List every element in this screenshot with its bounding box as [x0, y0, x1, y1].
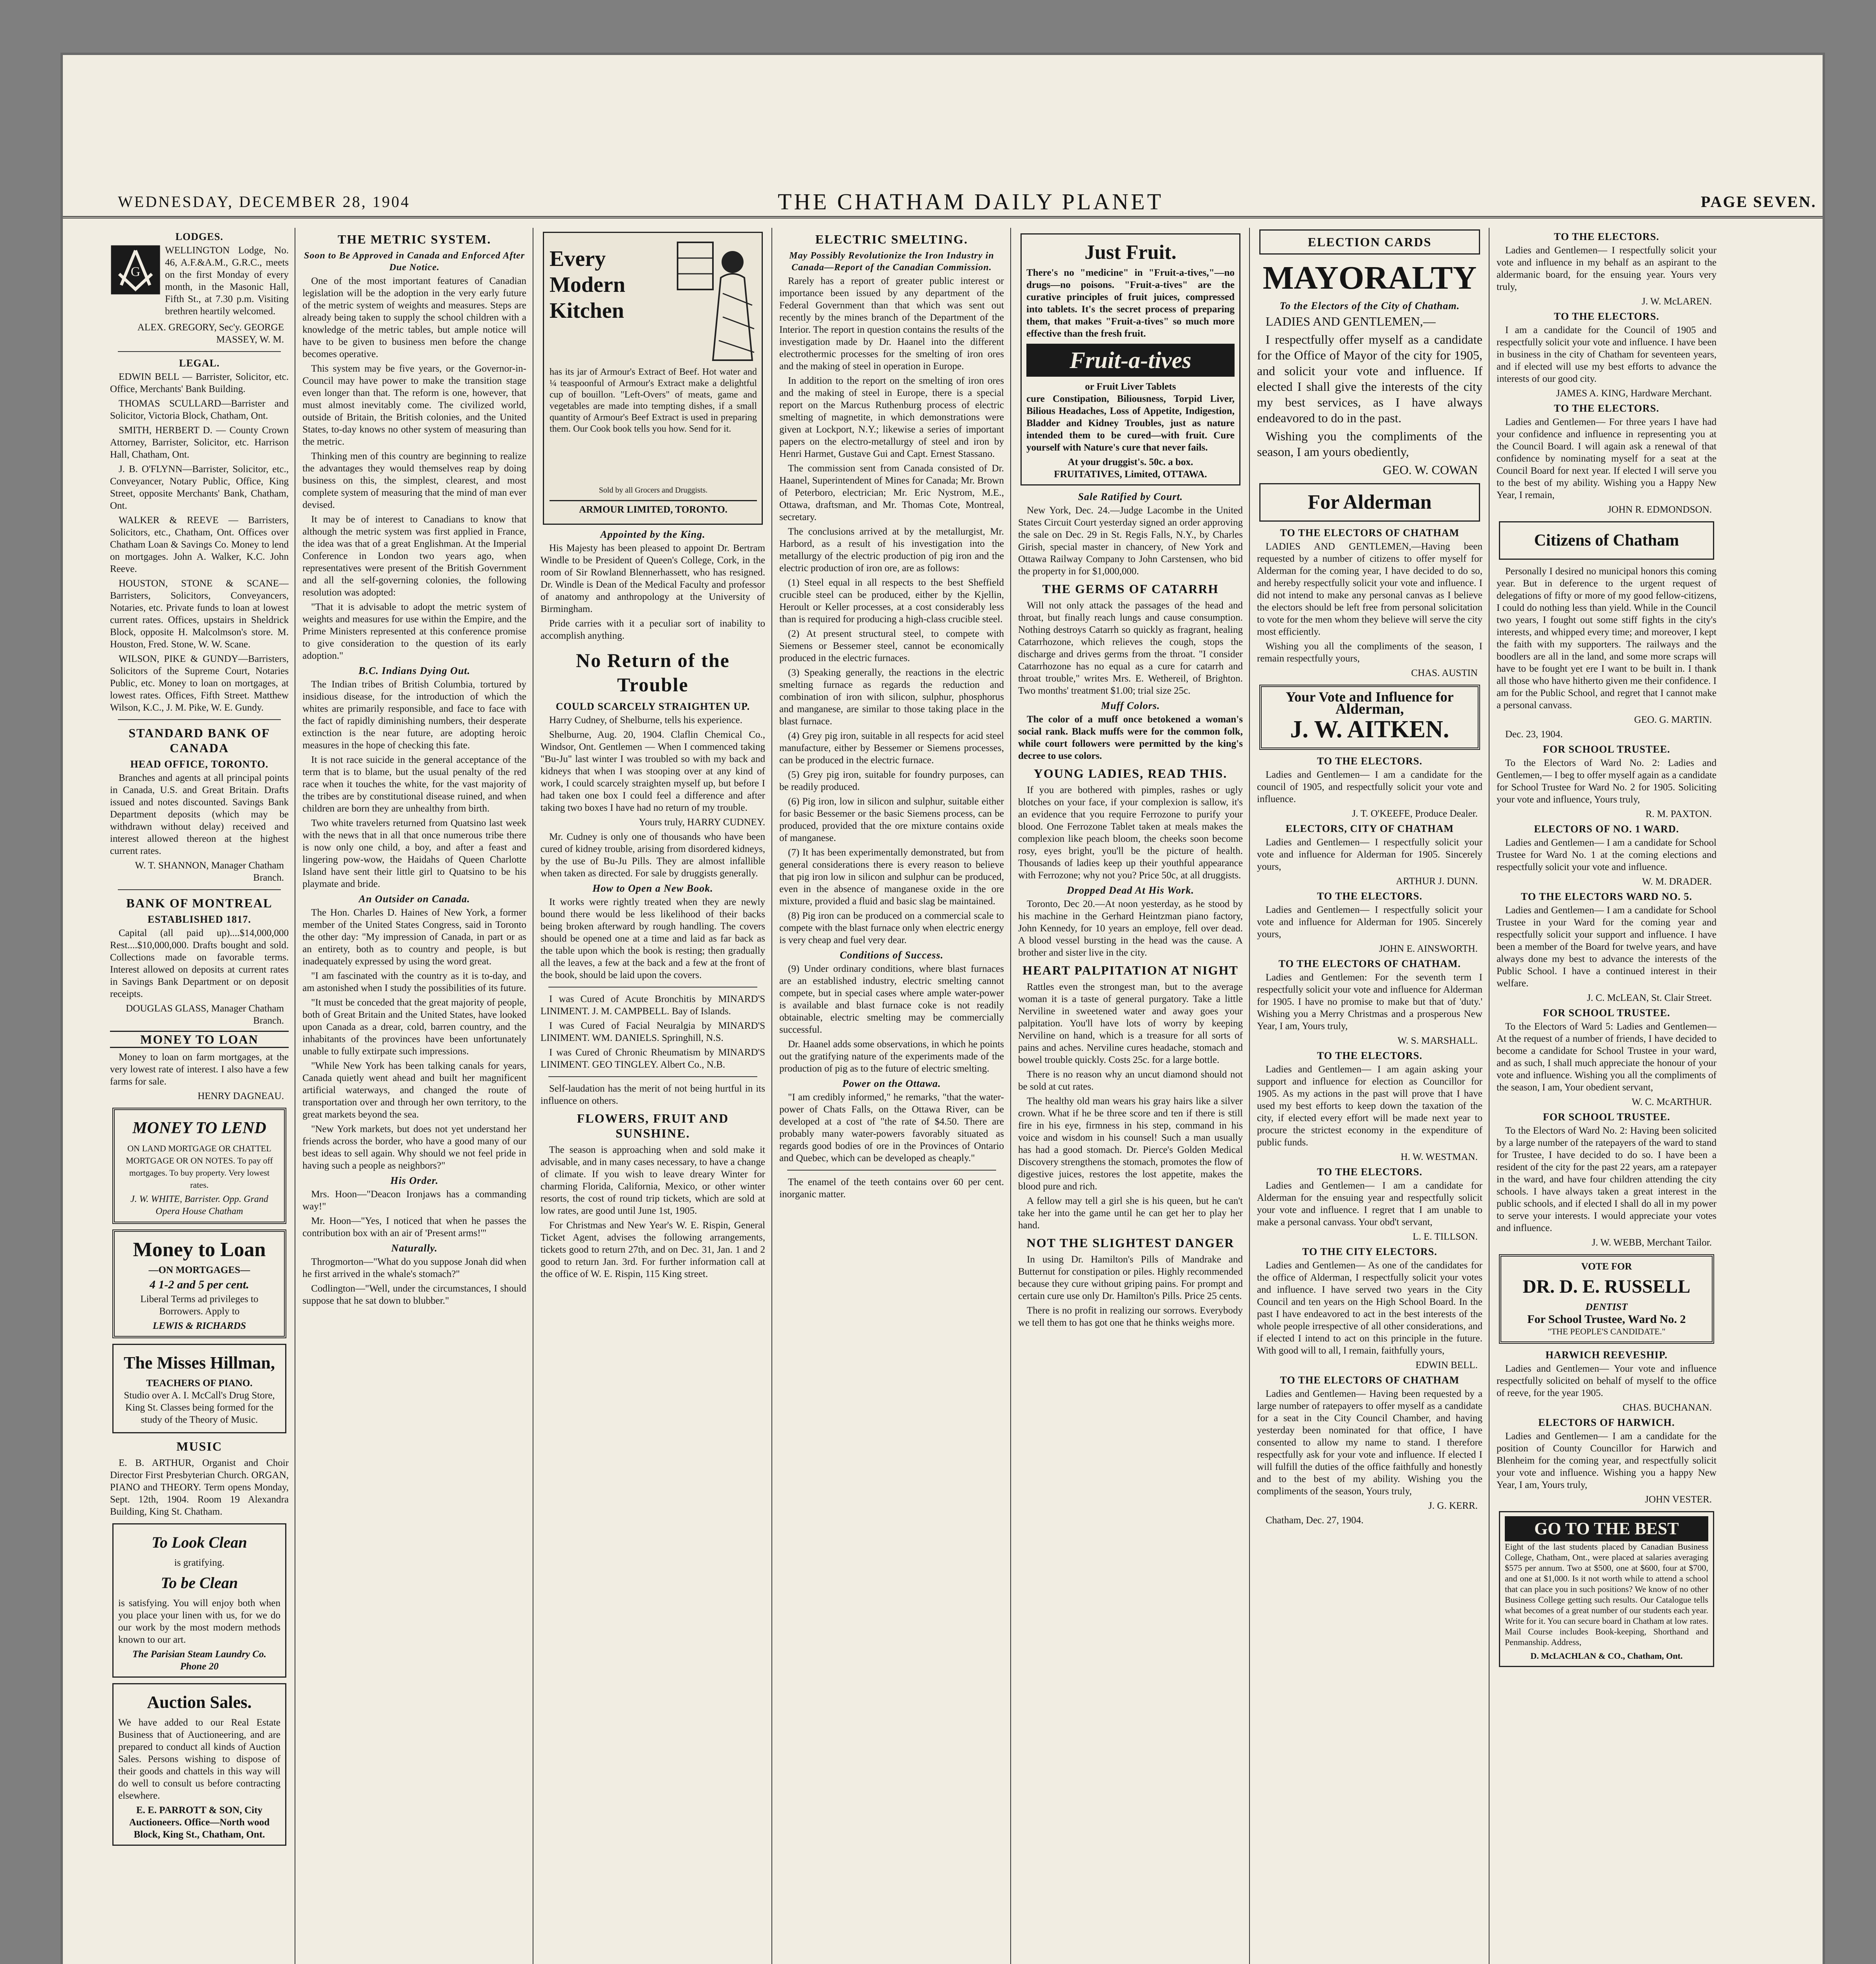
section-heading: ELECTION CARDS — [1308, 235, 1432, 249]
card-heading: J. W. AITKEN. — [1290, 716, 1449, 743]
ad-subheading: or Fruit Liver Tablets — [1085, 381, 1176, 392]
card-signature: JAMES A. KING, Hardware Merchant. — [1556, 388, 1712, 399]
legal-card: SMITH, HERBERT D. — County Crown Attorney, Barrister, Solicitor, etc. Harrison Hall, Chatham, Ont. — [110, 425, 289, 460]
armour-extract-ad — [543, 232, 763, 525]
money-signature: HENRY DAGNEAU. — [198, 1091, 284, 1101]
card-text: Personally I desired no municipal honors this coming year. But in deference to the urgent request of delegations of fifty or more of my good fellow-citizens, I could do nothing less than yield. While in the Council two years, I fought out some stiff fights in the city's interests, and whipped every time; and moreover, I kept the faith with my supporters. The railways and the boodlers are all in the land, and some more scraps will have to be fought yet ere I want to be built in. I thank all those who have hitherto given me their confidence. I am for the Public School, and regret that I cannot make a personal canvass. — [1497, 566, 1717, 711]
divider — [118, 719, 281, 720]
legal-card: WILSON, PIKE & GUNDY—Barristers, Solicitors of the Supreme Court, Notaries Public, etc. Money to loan on mortgages, at lowest rates. Offices, Fifth Street. Matthew Wilson, K.C., J. M. Pike, W. E. Gundy. — [110, 654, 289, 713]
article-paragraph: The conclusions arrived at by the metallurgist, Mr. Harbord, as a result of his investigation into the metallurgy of the electric production of pig iron and the electric production of iron ore, are as follows: — [779, 526, 1004, 573]
card-heading: ELECTORS, CITY OF CHATHAM — [1285, 823, 1454, 834]
column-metric-system — [302, 228, 526, 1964]
card-signature: L. E. TILLSON. — [1412, 1231, 1478, 1242]
card-text: To the Electors of Ward No. 2: Ladies and Gentlemen,— I beg to offer myself again as a candidate for School Trustee for Ward No. 2 for 1905. Soliciting your vote and influence, Yours truly, — [1497, 758, 1717, 805]
card-heading: Alderman, — [1335, 701, 1404, 717]
card-heading: Your Vote and Influence for — [1286, 689, 1454, 705]
article-paragraph: For Christmas and New Year's W. E. Rispin, General Ticket Agent, advises the following arrangements, tickets good to return 27th, and on Dec. 31, Jan. 1 and 2 good to return Jan. 3rd. For further information call at the office of W. E. Rispin, 115 King street. — [540, 1220, 765, 1279]
card-signature: H. W. WESTMAN. — [1400, 1152, 1478, 1162]
article-paragraph: There is no reason why an uncut diamond should not be sold at cut rates. — [1018, 1069, 1243, 1092]
article-subheadline: Power on the Ottawa. — [842, 1078, 941, 1089]
card-heading: FOR SCHOOL TRUSTEE. — [1543, 744, 1671, 755]
music-title: MUSIC — [176, 1439, 222, 1453]
card-text: Ladies and Gentlemen— I am a candidate for School Trustee for Ward No. 1 at the coming elections and respectfully solicit your vote and influence. — [1497, 837, 1717, 872]
music-text: E. B. ARTHUR, Organist and Choir Director First Presbyterian Church. ORGAN, PIANO and THEORY. Term opens Monday, Sept. 12th, 1904. Room 19 Alexandra Building, King St. Chatham. — [110, 1458, 289, 1517]
card-signature: J. T. O'KEEFE, Produce Dealer. — [1352, 808, 1478, 819]
ad-text: ON LAND MORTGAGE OR CHATTEL MORTGAGE OR ON NOTES. To pay off mortgages. To buy property. Very lowest rates. — [126, 1143, 273, 1190]
card-heading: ELECTORS OF NO. 1 WARD. — [1534, 823, 1679, 835]
testimonial: I was Cured of Chronic Rheumatism by MINARD'S LINIMENT. GEO TINGLEY. Albert Co., N.B. — [540, 1047, 765, 1070]
card-text: Wishing you all the compliments of the season, I remain respectfully yours, — [1257, 641, 1482, 664]
card-text: I respectfully offer myself as a candidate for the Office of Mayor of the city for 1905, and solicit your vote and influence. If elected I shall give the interests of the city my best services, as I have always endeavored to do in the past. — [1257, 332, 1482, 425]
card-text: I am a candidate for the Council of 1905 and respectfully solicit your vote and influence. I have been in business in the city of Chatham for seventeen years, and if elected will use my best efforts to advance the interests of our good city. — [1497, 325, 1717, 384]
ad-paragraph: Harry Cudney, of Shelburne, tells his experience. — [549, 715, 742, 726]
ad-price: At your druggist's. 50c. a box. — [1068, 457, 1193, 467]
column-rule — [1010, 228, 1011, 1964]
article-paragraph: Will not only attack the passages of the head and throat, but finally reach lungs and cause consumption. Nothing destroys Catarrh so quickly as fragrant, healing Catarrhozone, which relieves the cough, stops the discharge and drives germs from the throat. "I consider Catarrhozone has no equal as a cure for catarrh and throat trouble," writes Mrs. E. Wethereil, of Brighton. Two months' treatment $1.00; trial size 25c. — [1018, 600, 1243, 696]
card-subheading: "THE PEOPLE'S CANDIDATE." — [1548, 1326, 1665, 1336]
article-paragraph: The Indian tribes of British Columbia, tortured by insidious disease, for the introduction of which the whites are primarily responsible, and face to face with the fact of rapidly diminishing numbers, their desperate extinction is the near future, are adopting heroic measures in the hope of checking this fate. — [302, 679, 526, 751]
article-paragraph: Pride carries with it a peculiar sort of inability to accomplish anything. — [540, 618, 765, 641]
card-salutation: To the Electors of the City of Chatham. — [1279, 300, 1460, 311]
election-cards-banner — [1259, 229, 1480, 255]
ad-signature: E. E. PARROTT & SON, City Auctioneers. Office—North wood Block, King St., Chatham, Ont. — [129, 1805, 270, 1840]
article-subheadline: An Outsider on Canada. — [359, 893, 470, 905]
card-signature: EDWIN BELL. — [1415, 1360, 1478, 1370]
bank-text: Branches and agents at all principal points in Canada, U.S. and Great Britain. Drafts issued and notes discounted. Savings Bank Department deposits (which may be withdrawn without delay) received and interest allowed thereon at the highest current rates. — [110, 773, 289, 856]
money-title: MONEY TO LOAN — [110, 1031, 289, 1048]
article-paragraph: "New York markets, but does not yet understand her friends across the border, who have a good many of our best ideas to sell again. Why should we not feel pride in having such a people as neighbors?" — [302, 1124, 526, 1171]
card-heading: ELECTORS OF HARWICH. — [1538, 1417, 1675, 1428]
article-paragraph: A fellow may tell a girl she is his queen, but he can't take her into the game until he can get her to play her hand. — [1018, 1196, 1243, 1231]
ad-heading: Kitchen — [550, 299, 624, 323]
section-heading: LEGAL. — [179, 357, 220, 369]
card-text: Ladies and Gentlemen— I am a candidate for School Trustee in your Ward for the coming year and respectfully solicit your support and influence. I have been a member of the Board for twelve years, and have always done my best to advance the interests of the Public School. I have a continued interest in their welfare. — [1497, 905, 1717, 989]
article-headline: NOT THE SLIGHTEST DANGER — [1026, 1236, 1235, 1250]
card-signature: J. G. KERR. — [1428, 1500, 1478, 1511]
ad-rate: 4 1-2 and 5 per cent. — [149, 1278, 249, 1291]
ad-text: has its jar of Armour's Extract of Beef. Hot water and ¼ teaspoonful of Armour's Extract make a delightful cup of bouillon. "Left-Overs" of meats, game and vegetables are made into tempting dishes, if a small quantity of Armour's Beef Extract is used in preparing them. Our Cook book tells you how. Send for it. — [550, 367, 757, 434]
article-paragraph: Dr. Haanel adds some observations, in which he points out the gratifying nature of the experiments made of the production of pig as to the future of electric smelting. — [779, 1039, 1004, 1074]
card-signature: JOHN VESTER. — [1645, 1494, 1712, 1505]
column-rule — [1249, 228, 1250, 1964]
legal-card: WALKER & REEVE — Barristers, Solicitors, etc., Chatham, Ont. Offices over Chatham Loan & Savings Co. Money to lend on mortgages. John A. Walker, K.C. John Reeve. — [110, 515, 289, 574]
issue-date: WEDNESDAY, DECEMBER 28, 1904 — [118, 193, 410, 211]
article-paragraph: (5) Grey pig iron, suitable for foundry purposes, can be readily produced. — [779, 769, 1004, 792]
testimonial: I was Cured of Facial Neuralgia by MINARD'S LINIMENT. WM. DANIELS. Springhill, N.S. — [540, 1020, 765, 1043]
card-text: Ladies and Gentlemen— Your vote and influence respectfully solicited on behalf of myself to the office of reeve, for the year 1905. — [1497, 1363, 1717, 1398]
legal-card: HOUSTON, STONE & SCANE—Barristers, Solicitors, Conveyancers, Notaries, etc. Private funds to loan at lowest current rates. Offices, upstairs in Sheldrick Block, opposite H. Malcolmson's store. M. Houston, Fred. Stone, W. W. Scane. — [110, 578, 289, 650]
article-paragraph: (1) Steel equal in all respects to the best Sheffield crucible steel can be produced, either by the Kjellin, Heroult or Keller processes, at a cost considerably less than is required for producing a high-class crucible steel. — [779, 577, 1004, 625]
card-signature: JOHN R. EDMONDSON. — [1607, 504, 1712, 515]
article-paragraph: It works were rightly treated when they are newly bound there would be less likelihood of their backs being broken afterward by rough handling. The covers should be opened one at a time and laid as far back as the table upon which the book is resting; then gradually all the leaves, a few at the back and a few at the front of the book, should be laid upon the covers. — [540, 897, 765, 980]
ad-paragraph: Yours truly, HARRY CUDNEY. — [639, 817, 765, 828]
divider — [787, 1170, 996, 1171]
card-text: Ladies and Gentlemen— I respectfully solicit your vote and influence for Alderman for 1905. Sincerely yours, — [1257, 905, 1482, 940]
card-subheading: DENTIST — [1585, 1302, 1628, 1312]
article-paragraph: (6) Pig iron, low in silicon and sulphur, suitable either for basic Bessemer or the basic Siemens process, can be produced, provided that the ore mixture contains oxide of manganese. — [779, 796, 1004, 843]
newspaper-page — [63, 55, 1823, 1964]
article-paragraph: "While New York has been talking canals for years, Canada quietly went ahead and built her magnificent artificial waterways, and changed the route of transportation over and through her own territory, to the great markets beyond the sea. — [302, 1061, 526, 1120]
article-paragraph: The commission sent from Canada consisted of Dr. Haanel, Superintendent of Mines for Canada; Mr. Brown of Peterboro, electrician; Mr. Eric Nystrom, M.E., Ottawa, draftsman, and Mr. Thomas Cote, Montreal, secretary. — [779, 463, 1004, 522]
card-text: To the Electors of Ward 5: Ladies and Gentlemen— At the request of a number of friends, I have decided to become a candidate for School Trustee in your ward, and as such, I shall much appreciate the honour of your vote and influence. Wishing you all the compliments of the season, I am, Your obedient servant, — [1497, 1021, 1717, 1093]
ad-text: We have added to our Real Estate Business that of Auctioneering, and are prepared to conduct all kinds of Auction Sales. Persons wishing to dispose of their goods and chattels in this way will do well to consult us before contracting elsewhere. — [118, 1717, 280, 1801]
card-text: Ladies and Gentlemen— I am again asking your support and influence for election as Councillor for 1905. As my actions in the past will prove that I have used my best efforts to keep down the taxation of the city, if elected every effort will be made next year to procure the strictest economy in the expenditure of public funds. — [1257, 1064, 1482, 1148]
columns — [110, 228, 1783, 1964]
card-signature: CHAS. AUSTIN — [1411, 668, 1478, 678]
ad-signature: J. W. WHITE, Barrister. Opp. Grand Opera House Chatham — [130, 1194, 269, 1217]
column-armour-ad — [540, 228, 765, 1964]
card-heading: FOR SCHOOL TRUSTEE. — [1543, 1007, 1671, 1019]
card-text: Ladies and Gentlemen— I am a candidate for the position of County Councillor for Harwich and Blenheim for the coming year, and respectfully solicit your vote and influence. Wishing you a happy New Year, I am, Yours truly, — [1497, 1431, 1717, 1490]
article-paragraph: Codlington—"Well, under the circumstances, I should suppose that he sat down to blubber." — [302, 1283, 526, 1306]
ad-text: Studio over A. I. McCall's Drug Store, King St. Classes being formed for the study of the Theory of Music. — [124, 1390, 275, 1425]
article-paragraph: Two white travelers returned from Quatsino last week with the news that in all that once numerous tribe there is now only one child, a boy, and after a feast and lingering pow-wow, the Haidahs of Queen Charlotte Island have sent their little girl to Quatsino to be his playmate and bride. — [302, 818, 526, 889]
card-signature: R. M. PAXTON. — [1645, 809, 1712, 819]
card-signature: JOHN E. AINSWORTH. — [1379, 944, 1478, 954]
card-text: Wishing you the compliments of the season, I am yours obediently, — [1257, 429, 1482, 459]
lodge-card — [110, 244, 289, 320]
card-heading: HARWICH REEVESHIP. — [1545, 1349, 1668, 1361]
article-paragraph: Mrs. Hoon—"Deacon Ironjaws has a commanding way!" — [302, 1189, 526, 1212]
dateline: Dec. 23, 1904. — [1505, 729, 1563, 740]
card-heading: TO THE ELECTORS. — [1554, 311, 1660, 322]
article-paragraph: Throgmorton—"What do you suppose Jonah did when he first arrived in the whale's stomach?" — [302, 1257, 526, 1279]
article-paragraph: Rattles even the strongest man, but to the average woman it is a taste of general purgatory. Take a little Nerviline in sweetened water and away goes your palpitation. You'll have lots of worry by keeping Nerviline on hand, which is a treasure for all sorts of pains and aches. Nerviline cures headache, stomach and bowel trouble quickly. Costs 25c. for a large bottle. — [1018, 982, 1243, 1065]
card-heading: TO THE ELECTORS WARD NO. 5. — [1521, 891, 1693, 902]
bank-title: STANDARD BANK OF CANADA — [128, 726, 270, 755]
article-paragraph: This system may be five years, or the Governor-in-Council may have power to make the transition stage even longer than that. The reform is one, however, that must almost inevitably come. The civilized world, outside of Britain, the British colonies, and the United States, to-day knows no other system of measuring than the metric. — [302, 363, 526, 447]
card-heading: TO THE ELECTORS. — [1317, 1050, 1423, 1061]
bank-signature: W. T. SHANNON, Manager Chatham Branch. — [135, 860, 284, 883]
article-paragraph: Toronto, Dec 20.—At noon yesterday, as he stood by his machine in the Gerhard Heintzman piano factory, John Kennedy, for 10 years an employe, fell over dead. A blood vessel bursting in the head was the cause. A brother and sister live in the city. — [1018, 899, 1243, 958]
ad-text: Liberal Terms ad privileges to Borrowers. Apply to — [140, 1294, 258, 1317]
card-text: To the Electors of Ward No. 2: Having been solicited by a large number of the ratepayers of the ward to stand for Trustee, I have decided to do so. I have been a resident of the city for the past 22 years, am a ratepayer in the ward, and have four children attending the city schools. I have always taken a great interest in the public schools, and if elected I shall do all in my power to serve your interests. I would appreciate your votes and influence. — [1497, 1125, 1717, 1233]
citizens-card — [1499, 521, 1714, 560]
card-heading: TO THE ELECTORS OF CHATHAM — [1280, 527, 1460, 539]
ad-subheading: TEACHERS OF PIANO. — [146, 1378, 253, 1389]
article-subheadline: Sale Ratified by Court. — [1078, 491, 1183, 502]
column-election-cards — [1257, 228, 1482, 1964]
card-heading: TO THE ELECTORS. — [1317, 1166, 1423, 1178]
fruitatives-ad — [1020, 233, 1240, 486]
article-paragraph: Mr. Hoon—"Yes, I noticed that when he passes the contribution box with an air of 'Present arms!'" — [302, 1216, 526, 1238]
card-signature: GEO. G. MARTIN. — [1634, 715, 1712, 725]
article-subheadline: Dropped Dead At His Work. — [1066, 885, 1194, 896]
money-to-loan-ad — [112, 1229, 286, 1338]
article-paragraph: "I am credibly informed," he remarks, "that the water-power of Chats Falls, on the Ottawa River, can be developed at a cost of "the rate of $4.50. There are probably many water-powers favorably situated as regards good bodies of ore in the Provinces of Ontario and Quebec, which can be developed as cheaply." — [779, 1092, 1004, 1163]
card-text: LADIES AND GENTLEMEN,—Having been requested by a number of citizens to offer myself for Alderman for the coming year, I have decided to do so, and hereby respectfully solicit your vote and influence. I did not intend to make any personal canvas as I believe the electors should be left free from personal solicitation to vote for the men whom they believe will serve the city most efficiently. — [1257, 541, 1482, 637]
article-subheadline: Soon to Be Approved in Canada and Enforced After Due Notice. — [304, 251, 525, 273]
laundry-ad — [112, 1523, 286, 1678]
article-paragraph: The enamel of the teeth contains over 60 per cent. inorganic matter. — [779, 1177, 1004, 1200]
article-paragraph: "I am fascinated with the country as it is to-day, and am astonished when I study the possibilities of its future. — [302, 971, 526, 993]
masthead — [63, 149, 1823, 218]
ad-signature: FRUITATIVES, Limited, OTTAWA. — [1054, 469, 1207, 480]
card-signature: J. C. McLEAN, St. Clair Street. — [1587, 993, 1712, 1003]
article-headline: HEART PALPITATION AT NIGHT — [1022, 963, 1238, 977]
article-subheadline: Appointed by the King. — [600, 529, 705, 540]
article-paragraph: (8) Pig iron can be produced on a commercial scale to compete with the blast furnace only when electric energy is very cheap and fuel very dear. — [779, 911, 1004, 945]
card-heading: FOR SCHOOL TRUSTEE. — [1543, 1111, 1671, 1123]
business-college-ad — [1499, 1511, 1714, 1667]
ad-heading: MONEY TO LEND — [132, 1119, 266, 1137]
page-number: PAGE SEVEN. — [1701, 193, 1817, 211]
card-heading: TO THE ELECTORS OF CHATHAM. — [1278, 958, 1461, 969]
column-rule — [771, 228, 772, 1964]
section-heading: LODGES. — [175, 231, 224, 242]
money-text: Money to loan on farm mortgages, at the very lowest rate of interest. I also have a few farms for sale. — [110, 1052, 289, 1087]
ad-signature: LEWIS & RICHARDS — [152, 1321, 246, 1331]
ad-heading: Just Fruit. — [1085, 241, 1176, 264]
card-subheading: For School Trustee, Ward No. 2 — [1527, 1313, 1686, 1326]
ad-paragraph: Mr. Cudney is only one of thousands who have been cured of kidney trouble, arising from disordered kidneys, by the use of Bu-Ju Pills. They are almost infallible when taken as directed. For sale by druggists generally. — [540, 832, 765, 879]
ad-signature: The Parisian Steam Laundry Co. Phone 20 — [132, 1649, 266, 1672]
article-paragraph: Self-laudation has the merit of not being hurtful in its influence on others. — [540, 1083, 765, 1106]
card-greeting: LADIES AND GENTLEMEN,— — [1266, 314, 1436, 328]
article-paragraph: "It must be conceded that the great majority of people, both of Great Britain and the United States, have looked upon Canada as a drear, cold, barren country, and the inhabitants of the provinces have been unfortunately unable to fully extirpate such impressions. — [302, 997, 526, 1057]
card-text: Ladies and Gentlemen— I am a candidate for Alderman for the ensuing year and respectfully solicit your vote and influence. I regret that I am unable to make a personal canvass. Your obd't servant, — [1257, 1180, 1482, 1228]
card-signature: W. C. McARTHUR. — [1632, 1097, 1712, 1107]
card-signature: GEO. W. COWAN — [1383, 463, 1478, 477]
card-signature: J. W. McLAREN. — [1642, 296, 1712, 307]
hillman-ad — [112, 1344, 286, 1433]
article-paragraph: Rarely has a report of greater public interest or importance been issued by any department of the Federal Government than that which was sent out recently by the mines branch of the Department of the Interior. The report in question contains the results of the investigation made by Dr. Haanel into the different electrothermic processes for the smelting of iron ores and the making of steel in operation in Europe. — [779, 276, 1004, 372]
article-subheadline: His Order. — [390, 1175, 439, 1186]
bank-title: BANK OF MONTREAL — [126, 896, 273, 910]
card-heading: TO THE ELECTORS. — [1554, 403, 1660, 414]
ad-subheading: —ON MORTGAGES— — [148, 1265, 250, 1275]
article-headline: THE METRIC SYSTEM. — [337, 232, 491, 246]
kitchen-woman-illustration-icon — [674, 238, 760, 364]
card-signature: W. M. DRADER. — [1642, 876, 1712, 887]
article-paragraph: The healthy old man wears his gray hairs like a silver crown. What if he be three score and ten if there is still fire in his eye, firmness in his step, command in his voice and wisdom in his counsel! Such a man usually has had a good stomach. Dr. Pierce's Golden Medical Discovery strengthens the stomach, promotes the flow of digestive juices, restores the lost appetite, makes the blood pure and rich. — [1018, 1096, 1243, 1192]
card-heading: TO THE ELECTORS. — [1317, 890, 1423, 902]
article-paragraph: (7) It has been experimentally demonstrated, but from general considerations there is every reason to believe that pig iron low in silicon and sulphur can be produced, even in the absence of manganese oxide in the ore mixture, provided a fluid and basic slag be maintained. — [779, 847, 1004, 907]
card-text: Ladies and Gentlemen— I respectfully solicit your vote and influence in my behalf as an aspirant to the aldermanic board, for the ensuing year. Yours very truly, — [1497, 245, 1717, 292]
article-paragraph: If you are bothered with pimples, rashes or ugly blotches on your face, if your complexion is sallow, it's an evidence that you require Ferrozone to purify your blood. One Ferrozone Tablet taken at meals makes the complexion like peach bloom, the cheeks soon become rosy, eyes bright, you'll be the picture of health. Thousands of ladies keep up their youthful appearance with Ferrozone; why not you? Price 50c, at all druggists. — [1018, 785, 1243, 881]
legal-card: J. B. O'FLYNN—Barrister, Solicitor, etc., Conveyancer, Notary Public, Office, King Street, opposite Merchants' Bank, Chatham, Ont. — [110, 464, 289, 511]
card-text: Ladies and Gentlemen— I am a candidate for the council of 1905, and respectfully solicit your vote and influence. — [1257, 769, 1482, 804]
article-subheadline: Naturally. — [391, 1242, 438, 1254]
ad-heading: GO TO THE BEST — [1505, 1516, 1708, 1541]
bank-signature: DOUGLAS GLASS, Manager Chatham Branch. — [126, 1003, 284, 1026]
card-heading: TO THE ELECTORS OF CHATHAM — [1280, 1374, 1460, 1386]
bank-subtitle: ESTABLISHED 1817. — [147, 914, 251, 925]
ad-heading: Auction Sales. — [147, 1693, 252, 1712]
article-headline: THE GERMS OF CATARRH — [1042, 582, 1219, 596]
ad-text: There's no "medicine" in "Fruit-a-tives,"—no drugs—no poisons. "Fruit-a-tives" are the curative principles of fruit juices, compressed into tablets. It's the secret process of preparing them, that makes "Fruit-a-tives" so much more effective than the fresh fruit. — [1026, 267, 1235, 339]
ad-signature: ARMOUR LIMITED, TORONTO. — [550, 500, 757, 516]
article-paragraph: (3) Speaking generally, the reactions in the electric smelting furnace as regards the reduction and combination of iron with silicon, sulphur, phosphorus and manganese, are similar to those taking place in the blast furnace. — [779, 667, 1004, 727]
article-subheadline: May Possibly Revolutionize the Iron Industry in Canada—Report of the Canadian Commission. — [789, 251, 994, 273]
ad-heading: To Look Clean — [152, 1533, 247, 1551]
lodge-signature: ALEX. GREGORY, Sec'y. GEORGE MASSEY, W. M. — [137, 322, 284, 345]
article-paragraph: The color of a muff once betokened a woman's social rank. Black muffs were for the common folk, while court followers were permitted by the king's decree to use colors. — [1018, 714, 1243, 761]
auction-ad — [112, 1683, 286, 1846]
mayoralty-card — [1257, 313, 1482, 478]
ad-text: Eight of the last students placed by Canadian Business College, Chatham, Ont., were placed at salaries averaging $575 per annum. Two at $500, one at $600, four at $700, and one at $1,000. Is it not worth while to attend a school that can place you in such positions? We know of no other Business College getting such results. Our Catalogue tells what becomes of a great number of our students each year. Write for it. You can secure board in Chatham at low rates. Mail Course includes Book-keeping, Shorthand and Penmanship. Address, — [1505, 1542, 1708, 1647]
card-signature: W. S. MARSHALL. — [1398, 1035, 1478, 1046]
article-subheadline: How to Open a New Book. — [592, 883, 713, 894]
divider — [118, 889, 281, 890]
card-signature: J. W. WEBB, Merchant Tailor. — [1592, 1237, 1712, 1248]
article-paragraph: In addition to the report on the smelting of iron ores and the making of steel in Europe, there is a special report on the Marcus Ruthenburg process of electric smelting of magnetite, in which demonstrations were given at Lockport, N.Y.; likewise a series of important papers on the electro-metallurgy of steel and iron by Henri Harmet, Gustave Gui and Capt. Ernest Stassano. — [779, 376, 1004, 459]
card-text: Ladies and Gentlemen: For the seventh term I respectfully solicit your vote and influence for Alderman for 1905. I have no promise to make but that of 'duty.' Wishing you a Merry Christmas and a prosperous New Year, I am, Yours truly, — [1257, 972, 1482, 1031]
article-subheadline: Muff Colors. — [1101, 700, 1160, 711]
mayoralty-heading: MAYORALTY — [1262, 260, 1477, 296]
article-paragraph: New York, Dec. 24.—Judge Lacombe in the United States Circuit Court yesterday signed an order approving the sale on Dec. 29 in St. Regis Falls, N.Y., by Charles Girish, special master in chancery, of New York and Ottawa Railway Company to John Carstensen, who bid the property in for $1,000,000. — [1018, 505, 1243, 577]
article-paragraph: It is not race suicide in the general acceptance of the term that is to blame, but the usual penalty of the red race when it touches the white, for the vast majority of the tribes are by constitutional disease ruined, and when children are born they are unhealthy from birth. — [302, 755, 526, 814]
article-paragraph: The season is approaching when and sold make it advisable, and in many cases necessary, to have a change of climate. If you wish to leave dreary Winter for charming Florida, California, Mexico, or other winter resorts, the cost of round trip tickets, which are sold at low rates, are good until June 1st, 1905. — [540, 1145, 765, 1216]
legal-card: EDWIN BELL — Barrister, Solicitor, etc. Office, Merchants' Bank Building. — [110, 372, 289, 394]
article-paragraph: His Majesty has been pleased to appoint Dr. Bertram Windle to be President of Queen's College, Cork, in the room of Sir Rowland Blennerhassett, who has resigned. Dr. Windle is Dean of the Medical Faculty and professor of anatomy and anthropology at the University of Birmingham. — [540, 543, 765, 614]
article-paragraph: It may be of interest to Canadians to know that although the metric system was first applied in France, the idea was that of a great Englishman. At the Imperial Conference in London two years ago, when representatives were present of the British Government and all the self-governing colonies, the following resolution was adopted: — [302, 514, 526, 598]
article-paragraph: "That it is advisable to adopt the metric system of weights and measures for use within the Empire, and the Prime Ministers represented at this conference promise to give consideration to the question of its early adoption." — [302, 602, 526, 661]
card-heading: DR. D. E. RUSSELL — [1522, 1276, 1691, 1297]
card-signature: ARTHUR J. DUNN. — [1396, 876, 1478, 887]
divider — [118, 351, 281, 352]
card-signature: CHAS. BUCHANAN. — [1622, 1402, 1712, 1413]
brand-logo: Fruit-a-tives — [1026, 344, 1235, 377]
article-paragraph: One of the most important features of Canadian legislation will be the adoption in the very early future of the metric system of weights and measures. Steps are already being taken to supply the school children with a knowledge of the metric tables, but ample notice will have to be given to business men before the change becomes operative. — [302, 276, 526, 359]
card-heading: VOTE FOR — [1581, 1261, 1632, 1272]
divider — [548, 1076, 757, 1077]
article-subheadline: Conditions of Success. — [840, 949, 943, 961]
ad-heading: Money to Loan — [133, 1238, 266, 1261]
article-paragraph: (9) Under ordinary conditions, where blast furnaces are an established industry, electric smelting cannot compete, but in special cases where ample water-power is available and blast furnace coke is not readily obtainable, electric smelting may be commercially successful. — [779, 964, 1004, 1035]
ad-text: cure Constipation, Biliousness, Torpid Liver, Bilious Headaches, Loss of Appetite, Indigestion, Bladder and Kidney Troubles, just as nature intended them to be cured—with fruit. Cure yourself with Nature's cure that never fails. — [1026, 394, 1235, 453]
card-heading: TO THE ELECTORS. — [1317, 755, 1423, 767]
article-headline: FLOWERS, FRUIT AND SUNSHINE. — [577, 1111, 729, 1140]
card-text: Ladies and Gentlemen— As one of the candidates for the office of Alderman, I respectfully solicit your votes and influence. I have served two years in the City Council and ten years on the High School Board. In the past I have endeavored to act in the best interests of the whole people irrespective of all other considerations, and if elected I intend to act on this principle in the future. With good will to all, I remain, faithfully yours, — [1257, 1260, 1482, 1356]
article-paragraph: (2) At present structural steel, to compete with Siemens or Bessemer steel, cannot be economically produced in the electric furnaces. — [779, 628, 1004, 663]
svg-text:G: G — [130, 264, 141, 279]
ad-heading: Every — [550, 247, 606, 271]
ad-heading: Modern — [550, 273, 625, 297]
lodge-text: WELLINGTON Lodge, No. 46, A.F.&A.M., G.R.C., meets on the first Monday of every month, in the Masonic Hall, Fifth St., at 7.30 p.m. Visiting brethren heartily welcomed. — [165, 245, 289, 317]
russell-card — [1499, 1254, 1714, 1344]
column-electric-smelting — [779, 228, 1004, 1964]
ad-text: is satisfying. You will enjoy both when you place your linen with us, for we do our work by the most modern methods known to our art. — [118, 1598, 280, 1645]
ad-heading: The Misses Hillman, — [123, 1353, 275, 1372]
column-more-election-cards — [1497, 228, 1717, 1964]
masonic-emblem-icon — [110, 244, 161, 295]
ad-subheadline: COULD SCARCELY STRAIGHTEN UP. — [555, 701, 750, 712]
card-heading: TO THE ELECTORS. — [1554, 231, 1660, 242]
article-headline: ELECTRIC SMELTING. — [815, 232, 968, 246]
card-text: Ladies and Gentlemen— Having been requested by a large number of ratepayers to offer myself as a candidate for a seat in the City Council Chamber, and having yesterday been nominated for that office, I have consented to allow my name to stand. I therefore respectfully ask for your vote and influence. If elected I will fulfill the duties of the office faithfully and honestly and to the best of my ability. Wishing you the compliments of the season, Yours truly, — [1257, 1389, 1482, 1497]
newspaper-title: THE CHATHAM DAILY PLANET — [778, 189, 1163, 214]
bank-subtitle: HEAD OFFICE, TORONTO. — [130, 758, 269, 770]
alderman-banner — [1259, 483, 1480, 522]
card-heading: TO THE CITY ELECTORS. — [1302, 1246, 1437, 1257]
article-subheadline: B.C. Indians Dying Out. — [358, 665, 471, 676]
article-paragraph: The Hon. Charles D. Haines of New York, a former member of the United States Congress, said in Toronto the other day: "My impression of Canada, in part or as an entirety, both as to country and people, is but inadequately expressed by using the word great. — [302, 907, 526, 967]
aitken-card — [1259, 685, 1480, 750]
card-heading: Citizens of Chatham — [1534, 531, 1679, 550]
bank-text: Capital (all paid up)....$14,000,000 Rest....$10,000,000. Drafts bought and sold. Collections made on favorable terms. Interest allowed on deposits at current rates in Savings Bank Department or on deposit receipts. — [110, 928, 289, 999]
ad-text: is gratifying. — [174, 1557, 225, 1568]
testimonial: I was Cured of Acute Bronchitis by MINARD'S LINIMENT. J. M. CAMPBELL. Bay of Islands. — [540, 994, 765, 1017]
column-directory — [110, 228, 289, 1964]
article-paragraph: In using Dr. Hamilton's Pills of Mandrake and Butternut for constipation or piles. Highly recommended because they cure without griping pains. For prompt and certain cure use only Dr. Hamilton's Pills. Price 25 cents. — [1018, 1254, 1243, 1301]
legal-card: THOMAS SCULLARD—Barrister and Solicitor, Victoria Block, Chatham, Ont. — [110, 398, 289, 421]
article-paragraph: Thinking men of this country are beginning to realize the advantages they would themselves reap by doing business on this, the simplest, clearest, and most complete system of measuring that the mind of man ever devised. — [302, 451, 526, 510]
ad-headline: No Return of the Trouble — [576, 649, 730, 696]
ad-headline-block — [550, 245, 667, 325]
article-headline: YOUNG LADIES, READ THIS. — [1033, 766, 1227, 780]
dateline: Chatham, Dec. 27, 1904. — [1266, 1515, 1364, 1526]
card-text: Ladies and Gentlemen— I respectfully solicit your vote and influence for Alderman for 1905. Sincerely yours, — [1257, 837, 1482, 872]
ad-paragraph: Shelburne, Aug. 20, 1904. Claflin Chemical Co., Windsor, Ont. Gentlemen — When I commenced taking "Bu-Ju" last winter I was troubled so with my back and kidneys that when I was stooping over at any kind of work, I could scarcely straighten myself up, but before I had taken one box I could feel a difference and after taking two boxes I have had no return of my trouble. — [540, 729, 765, 813]
card-text: Ladies and Gentlemen— For three years I have had your confidence and influence in representing you at the Council Board. I will again ask a renewal of that confidence by nominating myself for a seat at the Council Board for next year. If elected I will serve you to the best of my ability. Wishing you a Happy New Year, I remain, — [1497, 417, 1717, 500]
card-heading: For Alderman — [1308, 491, 1432, 513]
article-paragraph: There is no profit in realizing our sorrows. Everybody we tell them to has got one that he thinks weighs more. — [1018, 1305, 1243, 1328]
ad-small-print: Sold by all Grocers and Druggists. — [599, 486, 708, 495]
article-paragraph: (4) Grey pig iron, suitable in all respects for acid steel manufacture, either by Bessemer or Siemens processes, can be produced in the electric furnace. — [779, 731, 1004, 766]
ad-signature: D. McLACHLAN & CO., Chatham, Ont. — [1530, 1651, 1683, 1661]
ad-heading: To be Clean — [161, 1574, 238, 1592]
column-fruitatives — [1018, 228, 1243, 1964]
money-to-lend-ad — [112, 1108, 286, 1224]
